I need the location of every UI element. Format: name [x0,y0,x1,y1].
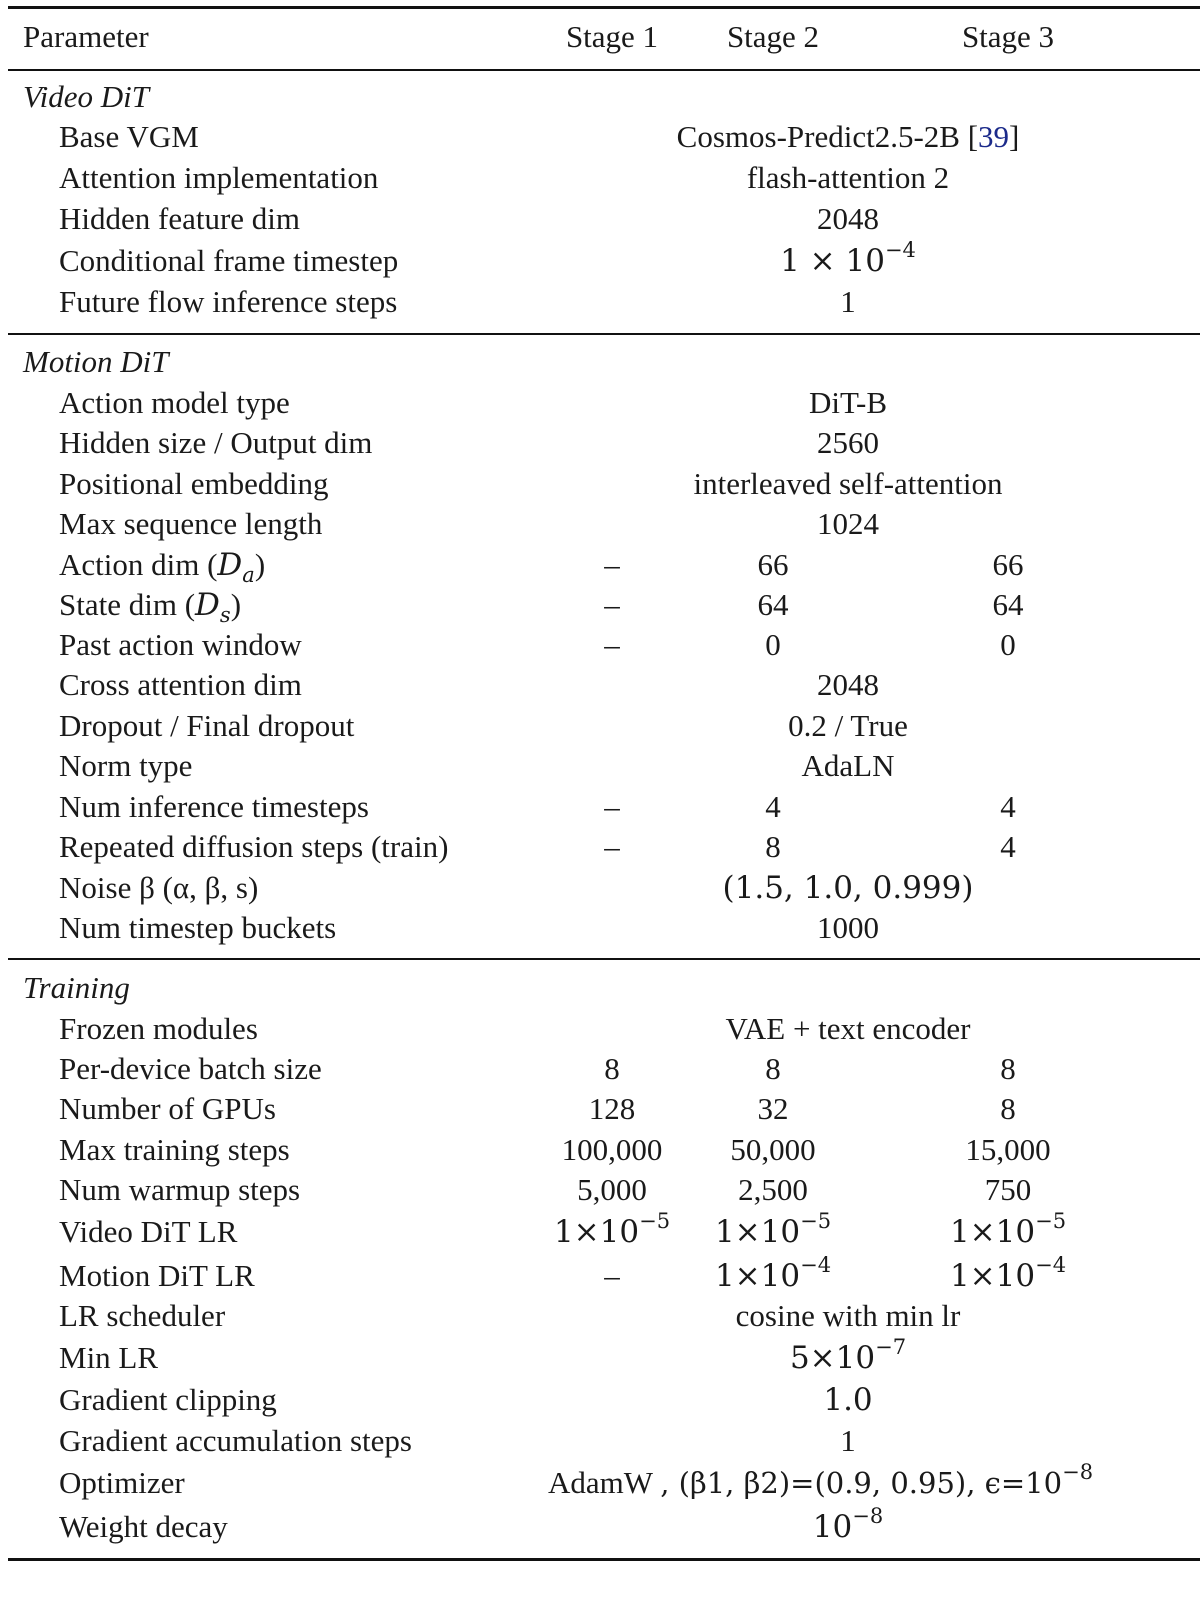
value-num-inference-timesteps-stage3: 4 [1000,789,1016,824]
value-gpus-stage1: 128 [588,1091,636,1126]
value-motion-lr-stage1: – [604,1258,620,1293]
value-past-action-window-stage2: 0 [765,627,781,662]
value-max-steps-stage1: 100,000 [561,1132,663,1167]
label-num-inference-timesteps: Num inference timesteps [59,789,369,824]
value-warmup-stage1: 5,000 [577,1172,647,1207]
value-motion-lr-stage2: $1\times 10^{-4}$ [714,1252,832,1294]
label-repeated-diffusion-steps: Repeated diffusion steps (train) [59,829,449,864]
value-batch-stage1: 8 [604,1051,620,1086]
value-video-lr-stage1: $1\times 10^{-5}$ [553,1208,671,1250]
label-num-warmup-steps: Num warmup steps [59,1172,301,1207]
label-noise-beta: Noise β (α, β, s) [59,870,259,905]
value-repeated-diffusion-steps-stage2: 8 [765,829,781,864]
value-state-dim-stage2: 64 [757,587,789,622]
value-num-timestep-buckets: 1000 [817,910,879,945]
value-max-steps-stage2: 50,000 [730,1132,816,1167]
value-action-model-type: DiT-B [808,385,888,420]
label-frozen-modules: Frozen modules [59,1011,258,1046]
value-hidden-size: 2560 [817,425,879,460]
label-conditional-frame-timestep: Conditional frame timestep [59,243,399,278]
label-lr-scheduler: LR scheduler [59,1298,226,1333]
value-state-dim-stage1: – [604,587,620,622]
value-lr-scheduler: cosine with min lr [735,1298,961,1333]
value-noise-beta: (1.5, 1.0, 0.999) [722,870,974,906]
label-motion-dit-lr: Motion DiT LR [59,1258,255,1293]
header-stage2: Stage 2 [726,19,820,54]
section-rule-training [8,958,1200,960]
label-number-of-gpus: Number of GPUs [59,1091,276,1126]
value-gradient-accumulation-steps: 1 [840,1423,856,1458]
label-gradient-accumulation-steps: Gradient accumulation steps [59,1423,412,1458]
label-attention-implementation: Attention implementation [59,160,379,195]
citation-link[interactable]: 39 [978,119,1010,154]
value-past-action-window-stage1: – [604,627,620,662]
label-max-training-steps: Max training steps [59,1132,290,1167]
top-rule [8,6,1200,9]
label-hidden-feature-dim: Hidden feature dim [59,201,301,236]
label-future-flow-inference-steps: Future flow inference steps [59,284,398,319]
value-batch-stage3: 8 [1000,1051,1016,1086]
value-warmup-stage2: 2,500 [738,1172,808,1207]
section-rule-motion [8,333,1200,335]
header-parameter: Parameter [23,19,149,54]
label-video-dit-lr: Video DiT LR [59,1214,238,1249]
value-video-lr-stage3: $1\times 10^{-5}$ [949,1208,1067,1250]
value-action-dim-stage2: 66 [757,547,789,582]
value-action-dim-stage3: 66 [992,547,1024,582]
value-weight-decay: $10^{-8}$ [812,1503,884,1545]
value-max-sequence-length: 1024 [817,506,879,541]
label-state-dim: State dim $(D_s)$ [59,587,242,628]
value-base-vgm: Cosmos-Predict2.5-2B [39] [676,119,1020,154]
value-video-lr-stage2: $1\times 10^{-5}$ [714,1208,832,1250]
value-cross-attention-dim: 2048 [817,667,879,702]
value-max-steps-stage3: 15,000 [965,1132,1051,1167]
label-base-vgm: Base VGM [59,119,199,154]
value-dropout: 0.2 / True [788,708,908,743]
value-batch-stage2: 8 [765,1051,781,1086]
value-positional-embedding: interleaved self-attention [693,466,1003,501]
label-per-device-batch-size: Per-device batch size [59,1051,322,1086]
label-weight-decay: Weight decay [59,1509,228,1544]
value-motion-lr-stage3: $1\times 10^{-4}$ [949,1252,1067,1294]
value-frozen-modules: VAE + text encoder [725,1011,971,1046]
label-norm-type: Norm type [59,748,193,783]
header-stage1: Stage 1 [565,19,659,54]
label-dropout: Dropout / Final dropout [59,708,355,743]
value-gradient-clipping: 1.0 [823,1382,873,1418]
label-positional-embedding: Positional embedding [59,466,329,501]
value-attention-implementation: flash-attention 2 [746,160,950,195]
section-title-training: Training [23,970,130,1005]
bottom-rule [8,1558,1200,1561]
label-past-action-window: Past action window [59,627,302,662]
value-repeated-diffusion-steps-stage1: – [604,829,620,864]
label-max-sequence-length: Max sequence length [59,506,323,541]
value-num-inference-timesteps-stage2: 4 [765,789,781,824]
label-hidden-size: Hidden size / Output dim [59,425,373,460]
label-optimizer: Optimizer [59,1465,185,1500]
hyperparameter-table [8,6,1200,1610]
value-norm-type: AdaLN [801,748,895,783]
label-action-dim: Action dim $(D_a)$ [59,547,266,588]
value-state-dim-stage3: 64 [992,587,1024,622]
label-action-model-type: Action model type [59,385,290,420]
value-past-action-window-stage3: 0 [1000,627,1016,662]
value-optimizer: AdamW , (β1, β2)=(0.9, 0.95), $\epsilon=10^{-8}$ [548,1460,1094,1500]
section-title-motion-dit: Motion DiT [23,344,169,379]
value-warmup-stage3: 750 [984,1172,1032,1207]
value-repeated-diffusion-steps-stage3: 4 [1000,829,1016,864]
label-num-timestep-buckets: Num timestep buckets [59,910,337,945]
value-gpus-stage3: 8 [1000,1091,1016,1126]
section-title-video-dit: Video DiT [23,79,149,114]
label-gradient-clipping: Gradient clipping [59,1382,277,1417]
value-conditional-frame-timestep: $1 \times 10^{-4}$ [780,237,916,279]
value-gpus-stage2: 32 [757,1091,789,1126]
value-hidden-feature-dim: 2048 [817,201,879,236]
value-num-inference-timesteps-stage1: – [604,789,620,824]
value-future-flow-inference-steps: 1 [840,284,856,319]
label-cross-attention-dim: Cross attention dim [59,667,302,702]
label-min-lr: Min LR [59,1340,159,1375]
header-stage3: Stage 3 [961,19,1055,54]
value-min-lr: $5\times 10^{-7}$ [789,1334,907,1376]
value-action-dim-stage1: – [604,547,620,582]
header-rule [8,69,1200,71]
